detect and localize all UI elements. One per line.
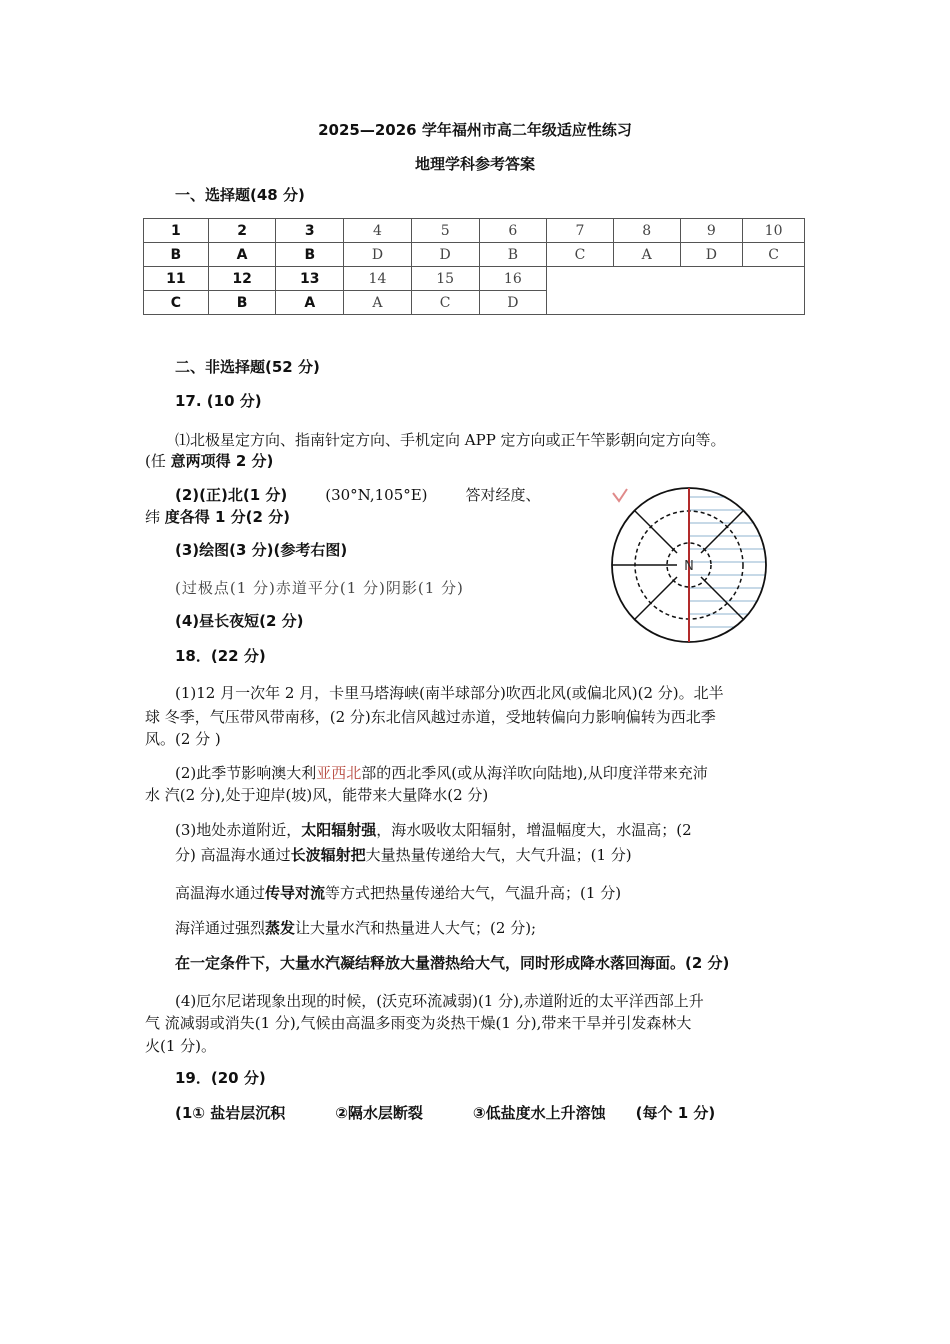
q17-answer-1: ⑴北极星定方向、指南针定方向、手机定向 APP 定方向或正午竿影朝向定方向等。 [175,431,726,449]
answer-cell: D [344,243,412,267]
q18-answer-3-point: 在一定条件下，大量水汽凝结释放大量潜热给大气，同时形成降水落回海面。(2 分) [175,954,730,972]
q18-answer-2-cont: 水 汽(2 分),处于迎岸(坡)风，能带来大量降水(2 分) [145,786,489,804]
q17-answer-4: (4)昼长夜短(2 分) [175,612,304,630]
q17-heading: 17. (10 分) [175,392,262,410]
text: (任 [145,452,171,470]
question-number: 8 [613,219,680,243]
night-shading [689,497,770,627]
q18-answer-3 [175,819,692,841]
empty-cell [547,267,805,315]
text: 高温海水通过 [175,884,266,902]
text: 大量热量传递给大气，大气升温；(1 分) [365,846,632,864]
q18-answer-3-cont [175,844,632,866]
text: 长波辐射把 [290,846,366,864]
q18-answer-3-point [175,917,536,939]
coordinates: (30°N,105°E) [325,486,428,504]
text: 传导对流 [265,884,326,902]
text: 纬 [145,508,165,526]
question-number: 13 [276,267,344,291]
document-title: 2025—2026 学年福州市高二年级适应性练习 [318,121,632,139]
question-number: 16 [479,267,547,291]
q18-answer-1-end: 风。(2 分 ) [145,730,221,748]
q18-answer-4-cont: 气 流减弱或消失(1 分),气候由高温多雨变为炎热干燥(1 分),带来干旱并引发森林大 [145,1014,692,1032]
q17-answer-1-cont [145,450,273,472]
answer-cell: B [144,243,209,267]
text: 蒸发 [265,919,296,937]
question-number: 1 [144,219,209,243]
text: 太阳辐射强 [301,821,377,839]
answer-cell: C [547,243,614,267]
text: ，海水吸收太阳辐射，增温幅度大，水温高；(2 [376,821,692,839]
answer-cell: A [208,243,276,267]
text: 海洋通过强烈 [175,919,266,937]
document-subtitle: 地理学科参考答案 [414,155,535,173]
q18-answer-1: (1)12 月一次年 2 月，卡里马塔海峡(南半球部分)吹西北风(或偏北风)(2 分)。北半 [175,684,724,702]
answer-cell: B [479,243,547,267]
earth-polar-diagram [605,485,775,645]
highlighted-text: 亚西北 [316,764,362,782]
answer-cell: B [276,243,344,267]
north-pole-label: N [684,559,694,574]
question-number: 12 [208,267,276,291]
q18-answer-3-point [175,882,621,904]
answer-cell: A [613,243,680,267]
q18-answer-1-cont: 球 冬季，气压带风带南移，(2 分)东北信风越过赤道，受地转偏向力影响偏转为西北季 [145,708,716,726]
answer-cell: C [411,291,479,315]
answer-cell: D [411,243,479,267]
text: (1① 盐岩层沉积 [175,1104,286,1122]
q18-answer-4: (4)厄尔尼诺现象出现的时候，(沃克环流减弱)(1 分),赤道附近的太平洋西部上升 [175,992,704,1010]
text: ②隔水层断裂 [335,1104,423,1122]
text: 分) 高温海水通过 [175,846,291,864]
answer-cell: A [276,291,344,315]
question-number: 5 [411,219,479,243]
section-heading-nonchoice: 二、非选择题(52 分) [175,358,320,376]
text: (每个 1 分) [635,1104,716,1122]
text: (2)(正)北(1 分) [175,486,288,504]
answer-cell: C [743,243,805,267]
q17-answer-2 [175,484,541,506]
question-number: 2 [208,219,276,243]
text: (2)此季节影响澳大利 [175,764,317,782]
question-number: 6 [479,219,547,243]
text: 等方式把热量传递给大气，气温升高；(1 分) [325,884,622,902]
text: 部的西北季风(或从海洋吹向陆地),从印度洋带来充沛 [361,764,708,782]
answer-table [143,218,805,315]
table-row [144,243,805,267]
text: 让大量水汽和热量进人大气；(2 分); [295,919,537,937]
answer-cell: C [144,291,209,315]
section-heading-choice: 一、选择题(48 分) [175,186,305,204]
question-number: 7 [547,219,614,243]
check-mark-icon [613,489,627,501]
q17-answer-3-detail: (过极点(1 分)赤道平分(1 分)阴影(1 分) [175,579,464,597]
q19-answer-1 [175,1102,715,1124]
answer-cell: D [680,243,743,267]
q18-answer-2 [175,762,708,784]
answer-cell: B [208,291,276,315]
text: ③低盐度水上升溶蚀 [472,1104,606,1122]
q18-heading: 18．(22 分) [175,647,266,665]
q19-heading: 19．(20 分) [175,1069,266,1087]
q17-answer-3: (3)绘图(3 分)(参考右图) [175,541,348,559]
text: 度各得 1 分(2 分) [164,508,291,526]
q18-answer-4-end: 火(1 分)。 [145,1037,217,1055]
table-row [144,219,805,243]
question-number: 15 [411,267,479,291]
question-number: 10 [743,219,805,243]
text: (3)地处赤道附近， [175,821,302,839]
answer-cell: A [344,291,412,315]
question-number: 11 [144,267,209,291]
q17-answer-2-cont [145,506,290,528]
text: 答对经度、 [465,486,541,504]
text: 意两项得 2 分) [170,452,274,470]
table-row [144,267,805,291]
answer-cell: D [479,291,547,315]
question-number: 3 [276,219,344,243]
meridians [612,511,743,619]
question-number: 9 [680,219,743,243]
question-number: 4 [344,219,412,243]
question-number: 14 [344,267,412,291]
